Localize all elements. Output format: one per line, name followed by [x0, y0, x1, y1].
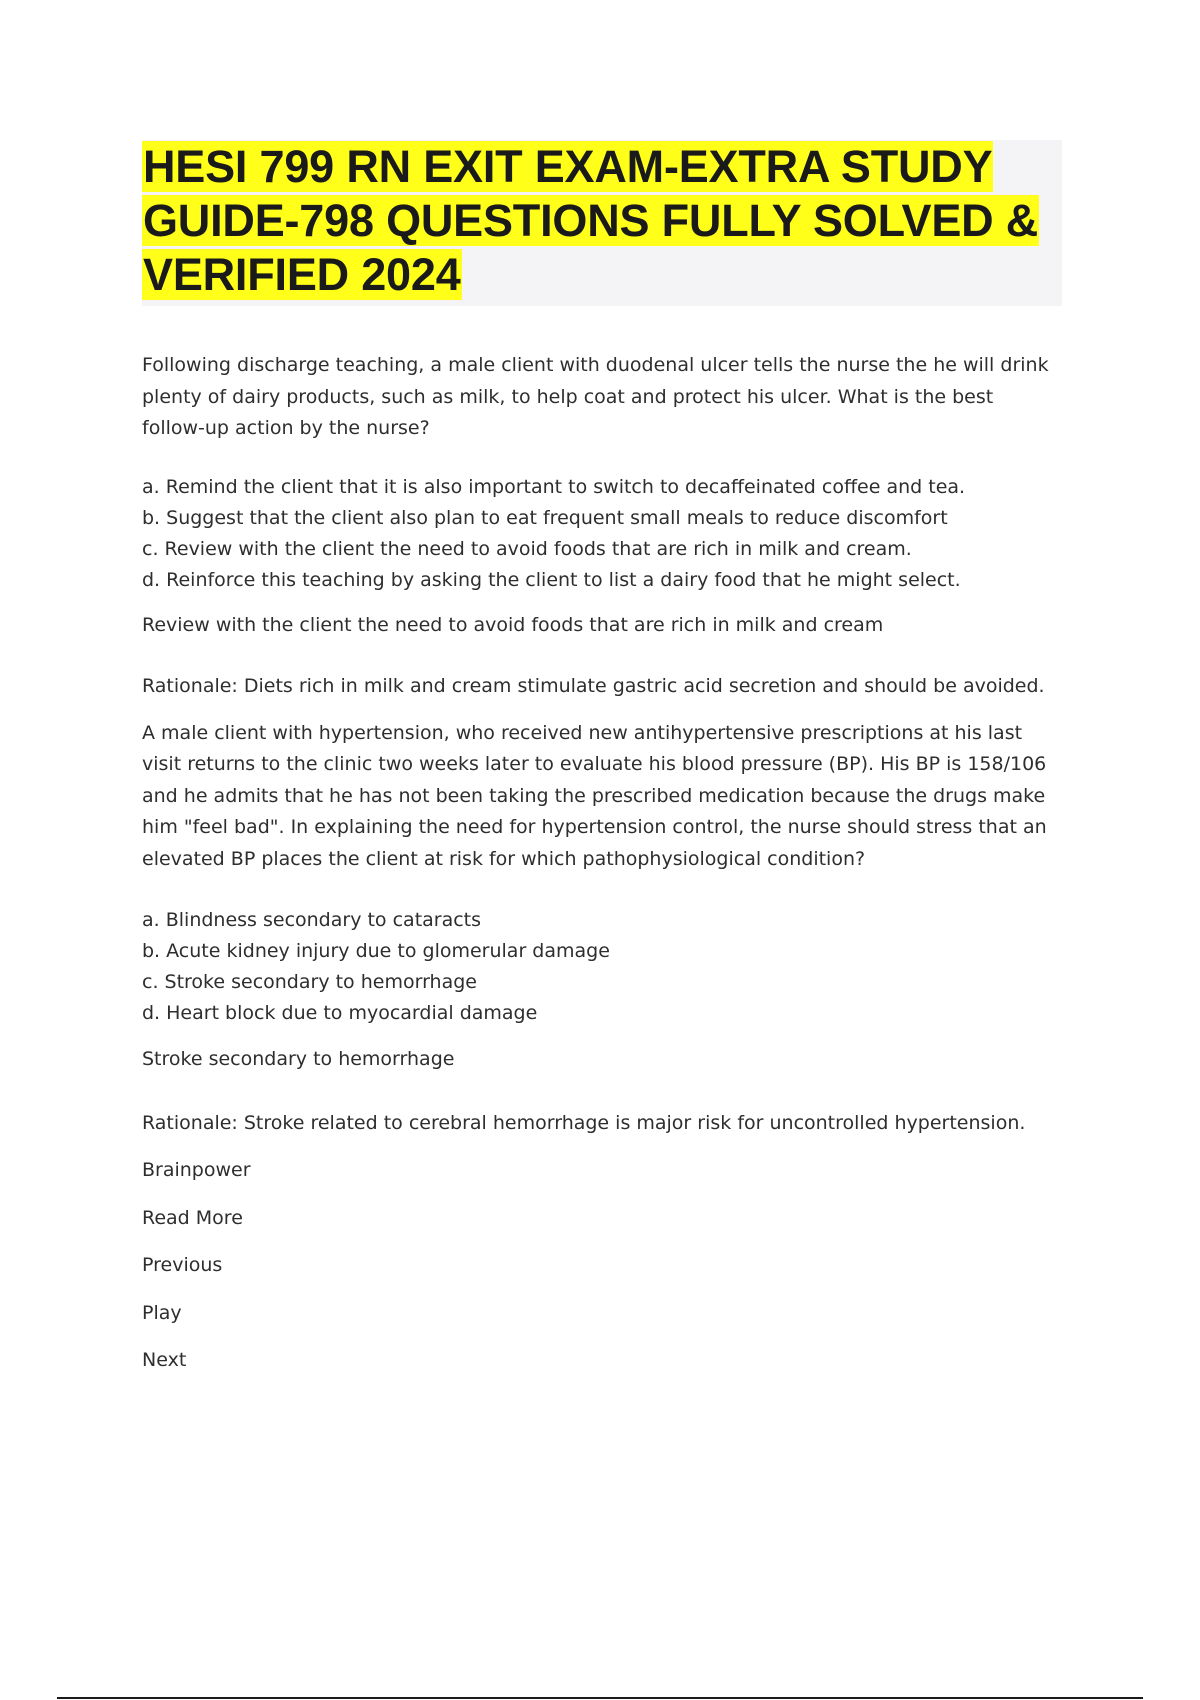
question-2-option-c: c. Stroke secondary to hemorrhage — [142, 971, 477, 993]
document-title — [142, 140, 1062, 302]
question-1-option-b: b. Suggest that the client also plan to eat frequent small meals to reduce discomfort — [142, 506, 948, 529]
question-2-option-d: d. Heart block due to myocardial damage — [142, 1002, 538, 1024]
question-1-options — [142, 472, 1062, 596]
question-2-option-b: b. Acute kidney injury due to glomerular damage — [142, 940, 610, 962]
play-link[interactable]: Play — [142, 1301, 182, 1324]
question-2-stem: A male client with hypertension, who received new antihypertensive prescriptions at his last visit returns to the clinic two weeks later to evaluate his blood pressure (BP). His BP is 158/106 and he admits that he has not been taking the prescribed medication because the drugs make him "feel bad". In explaining the need for hypertension control, the nurse should stress that an elevated BP places the client at risk for which pathophysiological condition? — [142, 721, 1047, 870]
title-highlight: HESI 799 RN EXIT EXAM-EXTRA STUDY GUIDE-798 QUESTIONS FULLY SOLVED & VERIFIED 2024 — [143, 141, 1039, 300]
footer-divider — [57, 1697, 1143, 1699]
question-1-stem: Following discharge teaching, a male client with duodenal ulcer tells the nurse the he will drink plenty of dairy products, such as milk, to help coat and protect his ulcer. What is the best follow-up action by the nurse? — [142, 354, 1049, 439]
question-1-answer: Review with the client the need to avoid foods that are rich in milk and cream — [142, 613, 884, 636]
question-2-options — [142, 905, 1062, 1029]
question-2-option-a: a. Blindness secondary to cataracts — [142, 909, 482, 931]
read-more-link[interactable]: Read More — [142, 1206, 243, 1229]
previous-link[interactable]: Previous — [142, 1254, 223, 1276]
title-block — [142, 140, 1062, 306]
question-1-rationale: Rationale: Diets rich in milk and cream stimulate gastric acid secretion and should be avoided. — [142, 675, 1045, 697]
question-2-rationale: Rationale: Stroke related to cerebral hemorrhage is major risk for uncontrolled hypertension. — [142, 1111, 1026, 1134]
question-1-option-c: c. Review with the client the need to avoid foods that are rich in milk and cream. — [142, 537, 912, 560]
question-1-option-d: d. Reinforce this teaching by asking the client to list a dairy food that he might select. — [142, 568, 961, 591]
document-body — [142, 350, 1062, 1393]
next-link[interactable]: Next — [142, 1349, 187, 1371]
brainpower-link[interactable]: Brainpower — [142, 1159, 251, 1181]
question-1-option-a: a. Remind the client that it is also important to switch to decaffeinated coffee and tea. — [142, 475, 966, 498]
question-2-answer: Stroke secondary to hemorrhage — [142, 1048, 455, 1070]
